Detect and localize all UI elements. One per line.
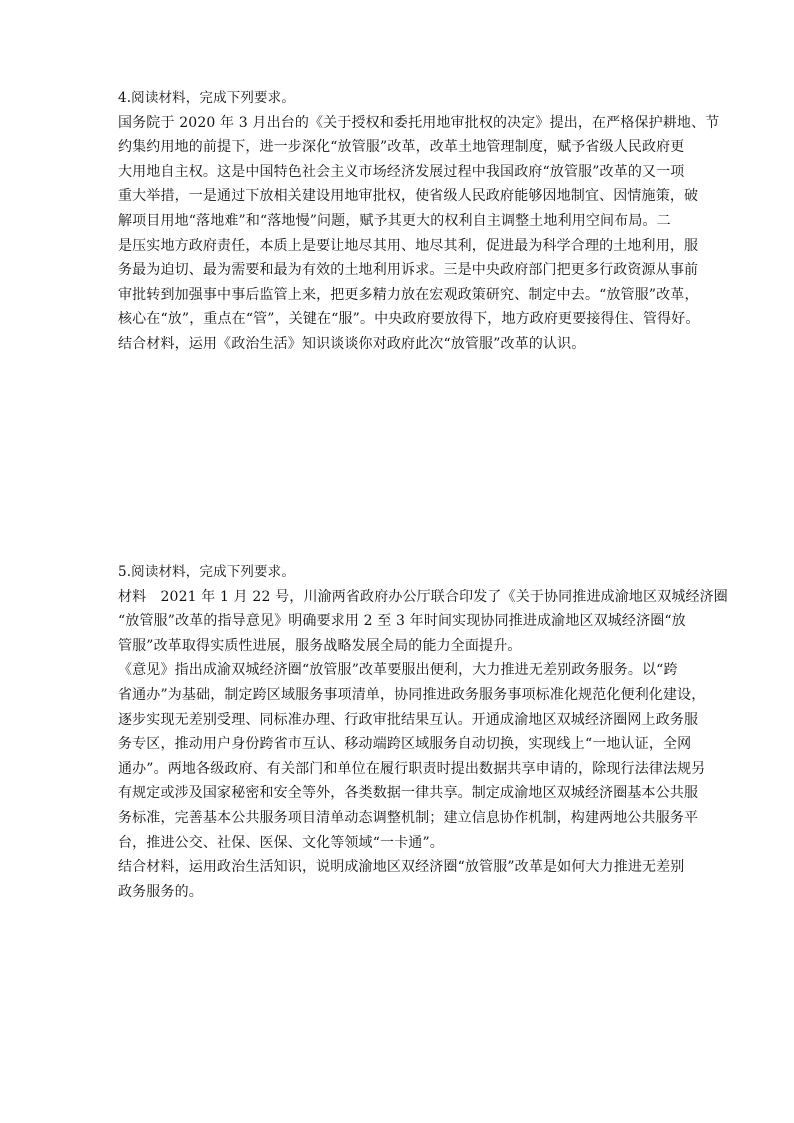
question-5-line: 务专区，推动用户身份跨省市互认、移动端跨区域服务自动切换，实现线上“一地认证，全网 <box>118 736 692 753</box>
question-4-line: 重大举措，一是通过下放相关建设用地审批权，使省级人民政府能够因地制宜、因情施策，破 <box>118 188 699 205</box>
question-5 <box>118 560 728 904</box>
question-5-prompt: 结合材料，运用政治生活知识，说明成渝地区双经济圈“放管服”改革是如何大力推进无差别 <box>118 859 685 876</box>
question-5-title: 5.阅读材料，完成下列要求。 <box>118 564 295 580</box>
question-5-line: 管服”改革取得实质性进展，服务战略发展全局的能力全面提升。 <box>118 637 522 654</box>
question-4 <box>118 86 720 357</box>
question-5-line: 台，推进公交、社保、医保、文化等领域“一卡通”。 <box>118 834 444 851</box>
question-4-title: 4.阅读材料，完成下列要求。 <box>118 90 295 106</box>
question-5-line: 逐步实现无差别受理、同标准办理、行政审批结果互认。开通成渝地区双城经济圈网上政务服 <box>118 711 699 728</box>
question-5-line: 有规定或涉及国家秘密和安全等外，各类数据一律共享。制定成渝地区双城经济圈基本公共服 <box>118 785 699 802</box>
question-4-line: 解项目用地“落地难”和“落地慢”问题，赋予其更大的权利自主调整土地利用空间布局。二 <box>118 212 671 229</box>
question-4-line: 务最为迫切、最为需要和最为有效的土地利用诉求。三是中央政府部门把更多行政资源从事前 <box>118 262 699 279</box>
question-5-line: 省通办”为基础，制定跨区域服务事项清单，协同推进政务服务事项标准化规范化便利化建设， <box>118 686 706 703</box>
question-4-line: 是压实地方政府责任，本质上是要让地尽其用、地尽其利，促进最为科学合理的土地利用，服 <box>118 237 699 254</box>
question-5-line: 材料 2021 年 1 月 22 号，川渝两省政府办公厅联合印发了《关于协同推进成渝地区双城经济圈 <box>118 588 728 605</box>
question-5-line: 《意见》指出成渝双城经济圈“放管服”改革要服出便利，大力推进无差别政务服务。以“跨 <box>118 662 678 679</box>
question-4-prompt: 结合材料，运用《政治生活》知识谈谈你对政府此次“放管服”改革的认识。 <box>118 335 586 352</box>
question-5-line: “放管服”改革的指导意见》明确要求用 2 至 3 年时间实现协同推进成渝地区双城经济圈“放 <box>118 613 686 630</box>
question-4-line: 约集约用地的前提下，进一步深化“放管服”改革，改革土地管理制度，赋予省级人民政府更 <box>118 139 685 156</box>
question-4-line: 国务院于 2020 年 3 月出台的《关于授权和委托用地审批权的决定》提出，在严格保护耕地、节 <box>118 114 720 131</box>
question-4-line: 审批转到加强事中事后监管上来，把更多精力放在宏观政策研究、制定中去。“放管服”改革， <box>118 286 699 303</box>
question-5-line: 通办”。两地各级政府、有关部门和单位在履行职责时提出数据共享申请的，除现行法律法规另 <box>118 760 706 777</box>
question-5-prompt: 政务服务的。 <box>118 883 203 900</box>
question-4-line: 核心在“放”，重点在“管”，关键在“服”。中央政府要放得下，地方政府更要接得住、管得好。 <box>118 311 700 328</box>
question-5-line: 务标准，完善基本公共服务项目清单动态调整机制；建立信息协作机制，构建两地公共服务平 <box>118 809 699 826</box>
question-4-line: 大用地自主权。这是中国特色社会主义市场经济发展过程中我国政府“放管服”改革的又一项 <box>118 163 685 180</box>
